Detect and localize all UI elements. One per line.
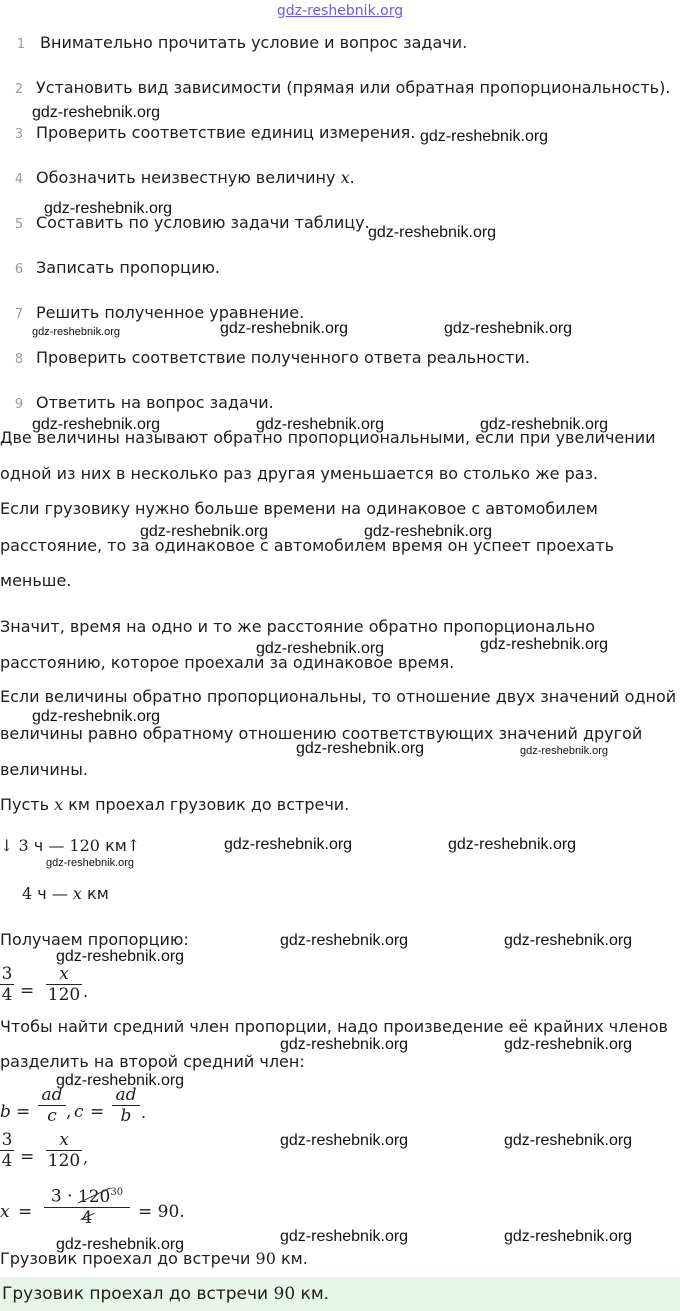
numerator: ad <box>115 1085 137 1105</box>
denominator: c <box>47 1106 57 1126</box>
watermark: gdz-reshebnik.org <box>32 326 121 338</box>
step-text-tail: . <box>349 168 355 187</box>
watermark: gdz-reshebnik.org <box>480 416 609 433</box>
step-text: Составить по условию задачи таблицу. <box>36 213 370 232</box>
watermark: gdz-reshebnik.org <box>364 523 493 540</box>
paragraph-line: расстоянию, которое проехали за одинаковое время. <box>0 653 455 672</box>
step-text-main: Обозначить неизвестную величину <box>36 168 336 187</box>
time-unit: ч <box>33 836 44 855</box>
step-text: Установить вид зависимости (прямая или обратная пропорциональность). <box>36 78 671 97</box>
time-value: 3 <box>18 836 29 855</box>
dash: — <box>51 884 68 903</box>
variable-x: x <box>340 168 350 187</box>
variable-c: c <box>74 1102 84 1122</box>
cancelled-number: 120 <box>77 1186 111 1207</box>
let-statement <box>0 795 349 816</box>
step-number: 8 <box>14 352 24 367</box>
denominator: b <box>120 1106 132 1126</box>
watermark: gdz-reshebnik.org <box>32 104 161 121</box>
paragraph-line: одной из них в несколько раз другая уменьшается во столько же раз. <box>0 464 599 483</box>
step-number: 4 <box>14 172 24 187</box>
distance-unit: км <box>87 884 109 903</box>
denominator: 120 <box>47 985 81 1005</box>
numerator: 3 <box>1 1130 13 1150</box>
watermark: gdz-reshebnik.org <box>520 745 609 757</box>
watermark: gdz-reshebnik.org <box>504 932 633 949</box>
watermark: gdz-reshebnik.org <box>420 128 549 145</box>
watermark: gdz-reshebnik.org <box>32 416 161 433</box>
result-value: 90 <box>255 1249 276 1268</box>
watermark: gdz-reshebnik.org <box>296 740 425 757</box>
watermark: gdz-reshebnik.org <box>56 1072 185 1089</box>
result-text: Грузовик проехал до встречи <box>0 1249 251 1268</box>
step-number: 5 <box>14 217 24 232</box>
paragraph-line: Если грузовику нужно больше времени на одинаковое с автомобилем <box>0 499 598 518</box>
step-number: 6 <box>14 262 24 277</box>
watermark: gdz-reshebnik.org <box>44 200 173 217</box>
equals-sign: = <box>20 981 35 1001</box>
step-text: Записать пропорцию. <box>36 258 221 277</box>
arrow-up-icon: ↑ <box>126 836 141 855</box>
fraction <box>0 1130 14 1171</box>
watermark: gdz-reshebnik.org <box>224 836 353 853</box>
answer-box <box>0 1277 680 1311</box>
watermark: gdz-reshebnik.org <box>220 320 349 337</box>
paragraph-line: величины. <box>0 760 88 779</box>
watermark: gdz-reshebnik.org <box>140 523 269 540</box>
watermark: gdz-reshebnik.org <box>280 932 409 949</box>
distance-unit: км <box>105 836 127 855</box>
distance-value: 120 <box>69 836 100 855</box>
step-text: Проверить соответствие полученного ответа реальности. <box>36 348 530 367</box>
site-header-link[interactable]: gdz-reshebnik.org <box>276 3 404 19</box>
arrow-down-icon: ↓ <box>0 836 14 855</box>
step-text: Проверить соответствие единиц измерения. <box>36 123 416 142</box>
step-number: 1 <box>16 37 26 52</box>
proportion-label: Получаем пропорцию: <box>0 930 189 949</box>
equals-sign: = <box>90 1102 105 1122</box>
numerator: x <box>59 964 69 984</box>
watermark: gdz-reshebnik.org <box>368 224 497 241</box>
result-unit: км. <box>280 1249 308 1268</box>
watermark: gdz-reshebnik.org <box>280 1036 409 1053</box>
step-text: Ответить на вопрос задачи. <box>36 393 274 412</box>
fraction <box>0 964 14 1005</box>
step-number: 3 <box>14 127 24 142</box>
fraction <box>46 1130 82 1171</box>
answer-value: 90 <box>273 1284 296 1304</box>
watermark: gdz-reshebnik.org <box>444 320 573 337</box>
watermark: gdz-reshebnik.org <box>504 1228 633 1245</box>
watermark: gdz-reshebnik.org <box>480 636 609 653</box>
variable-x: x <box>54 795 64 814</box>
dash: — <box>48 836 65 855</box>
denominator: 4 <box>1 1151 13 1171</box>
watermark: gdz-reshebnik.org <box>46 857 135 869</box>
equals-sign: = <box>20 1147 35 1167</box>
step-number: 9 <box>14 397 24 412</box>
paragraph-line: Две величины называют обратно пропорциональными, если при увеличении <box>0 428 656 447</box>
numerator-factor: 3 · <box>50 1186 73 1207</box>
fraction <box>46 964 82 1005</box>
answer-unit: км. <box>300 1284 330 1304</box>
watermark: gdz-reshebnik.org <box>56 1236 185 1253</box>
paragraph-line: разделить на второй средний член: <box>0 1052 305 1071</box>
watermark: gdz-reshebnik.org <box>280 1132 409 1149</box>
denominator: 4 <box>1 985 13 1005</box>
fraction <box>44 1183 130 1228</box>
paragraph-line: меньше. <box>0 571 72 590</box>
watermark: gdz-reshebnik.org <box>504 1132 633 1149</box>
watermark: gdz-reshebnik.org <box>56 948 185 965</box>
watermark: gdz-reshebnik.org <box>32 708 161 725</box>
paragraph-line: величины равно обратному отношению соответствующих значений другой <box>0 724 643 743</box>
paragraph-line: Чтобы найти средний член пропорции, надо произведение её крайних членов <box>0 1017 668 1036</box>
let-text: Пусть <box>0 795 50 814</box>
step-text: Внимательно прочитать условие и вопрос задачи. <box>40 33 468 52</box>
numerator: ad <box>41 1085 63 1105</box>
equals-sign: = <box>18 1202 33 1222</box>
numerator: 3 <box>1 964 13 984</box>
calculation-result: = 90. <box>138 1202 185 1222</box>
paragraph-line: Значит, время на одно и то же расстояние обратно пропорционально <box>0 617 596 636</box>
cancelled-number: 4 <box>81 1207 93 1228</box>
comma: , <box>66 1102 72 1122</box>
denominator: 120 <box>47 1151 81 1171</box>
watermark: gdz-reshebnik.org <box>448 836 577 853</box>
watermark: gdz-reshebnik.org <box>280 1228 409 1245</box>
time-value: 4 <box>22 884 33 903</box>
paragraph-line: расстояние, то за одинаковое с автомобилем время он успеет проехать <box>0 536 615 555</box>
variable-x: x <box>0 1202 10 1222</box>
reduced-number: 30 <box>110 1187 124 1198</box>
let-text: км проехал грузовик до встречи. <box>68 795 350 814</box>
table-row <box>22 884 109 905</box>
watermark: gdz-reshebnik.org <box>504 1036 633 1053</box>
time-unit: ч <box>37 884 47 903</box>
step-text: Решить полученное уравнение. <box>36 303 305 322</box>
step-number: 2 <box>14 82 24 97</box>
numerator: x <box>59 1130 69 1150</box>
variable-b: b <box>0 1102 11 1122</box>
distance-value: x <box>72 884 82 903</box>
watermark: gdz-reshebnik.org <box>256 640 385 657</box>
answer-text: Грузовик проехал до встречи <box>2 1284 269 1304</box>
step-text <box>36 168 355 189</box>
numerator <box>44 1183 130 1207</box>
paragraph-line: Если величины обратно пропорциональны, то отношение двух значений одной <box>0 687 677 706</box>
step-number: 7 <box>14 307 24 322</box>
table-row <box>0 836 140 857</box>
punctuation: , <box>83 1148 89 1167</box>
watermark: gdz-reshebnik.org <box>256 416 385 433</box>
punctuation: . <box>83 982 89 1001</box>
equals-sign: = <box>16 1102 31 1122</box>
punctuation: . <box>141 1103 147 1122</box>
